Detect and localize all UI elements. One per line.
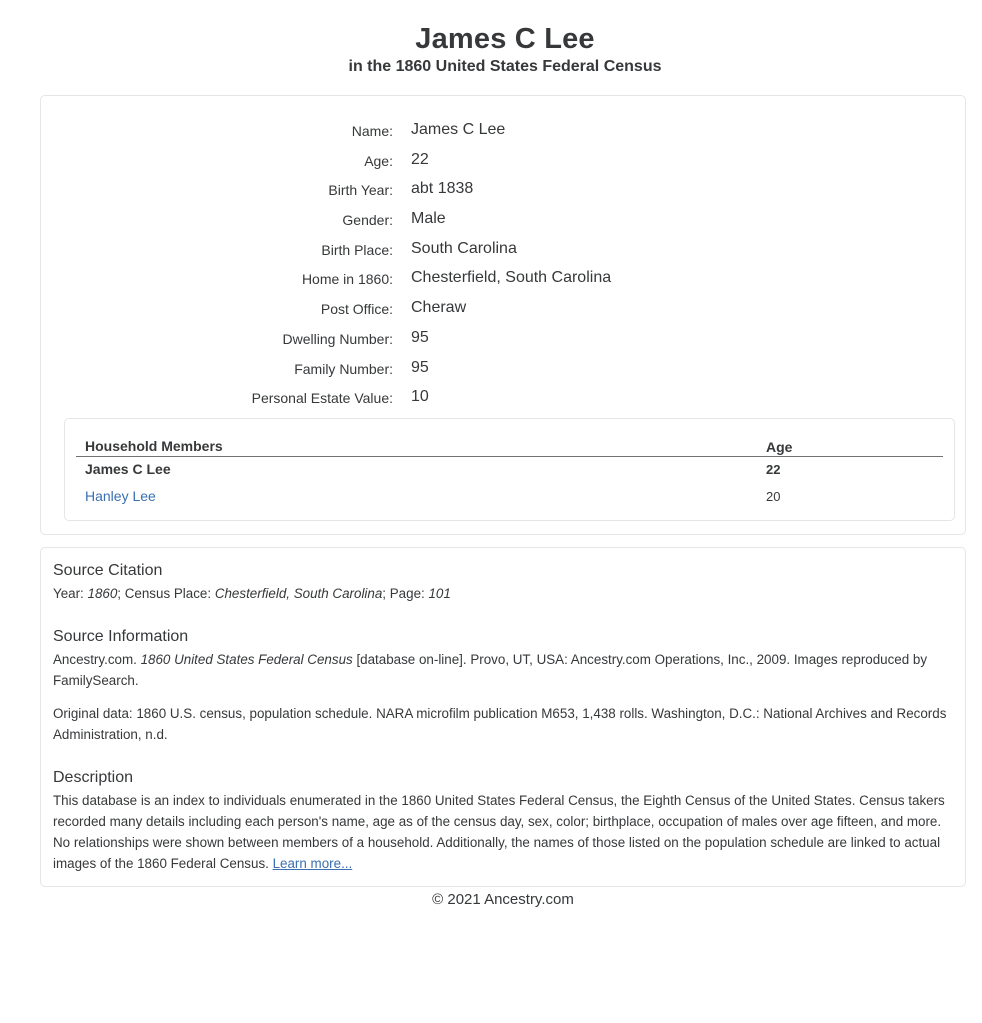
household-member-name: James C Lee — [85, 461, 171, 477]
field-label: Family Number: — [294, 360, 393, 377]
field-label: Age: — [364, 152, 393, 169]
table-row — [85, 459, 943, 481]
learn-more-link[interactable]: Learn more... — [272, 856, 353, 871]
field-value: South Carolina — [411, 239, 517, 257]
field-value: Male — [411, 210, 446, 228]
original-data-text: Original data: 1860 U.S. census, population schedule. NARA microfilm publication M653, 1,438 rolls. Washington, D.C.: National Archives and Records Administration, n.d. — [53, 706, 947, 742]
field-label: Birth Place: — [321, 241, 393, 258]
field-label: Name: — [351, 123, 393, 139]
field-value: Cheraw — [411, 299, 467, 317]
description-section — [53, 768, 953, 874]
footer-copyright: © 2021 Ancestry.com — [432, 891, 574, 908]
source-citation-heading: Source Citation — [53, 562, 163, 579]
field-row-birth-year — [41, 177, 965, 207]
field-row-post-office — [41, 296, 965, 326]
citation-year: 1860 — [87, 586, 118, 601]
source-information-section — [53, 627, 953, 745]
household-table-header — [76, 437, 943, 457]
field-row-family-number — [41, 356, 965, 386]
source-card — [40, 547, 966, 887]
description-heading: Description — [53, 769, 134, 786]
page-subtitle: in the 1860 United States Federal Census — [348, 58, 662, 75]
description-body: This database is an index to individuals enumerated in the 1860 United States Federal Census, the Eighth Census of the United States. Census takers recorded many details including each person's name, age as of the census day, sex, color; birthplace, occupation of males over age fifteen, and more. No relationships were shown between members of a household. Additionally, the names of those listed on the population schedule are linked to actual images of the 1860 Federal Census. — [53, 793, 945, 871]
source-information-heading: Source Information — [53, 628, 189, 645]
field-row-personal-estate — [41, 385, 965, 415]
source-info-suffix: [database on-line]. Provo, UT, USA: Ancestry.com Operations, Inc., 2009. Images reproduced by FamilySearch. — [53, 652, 928, 688]
household-member-age: 20 — [766, 489, 781, 504]
household-members-table — [64, 418, 955, 521]
record-fields — [41, 118, 965, 415]
citation-page-label: ; Page: — [382, 586, 429, 601]
source-citation-section — [53, 561, 953, 604]
household-col-name: Household Members — [85, 438, 223, 454]
field-value: 22 — [411, 150, 429, 168]
record-card — [40, 95, 966, 535]
field-row-dwelling-number — [41, 326, 965, 356]
field-value: James C Lee — [411, 121, 506, 138]
field-label: Gender: — [342, 212, 393, 229]
field-value: abt 1838 — [411, 180, 474, 198]
field-row-home — [41, 266, 965, 296]
field-row-age — [41, 148, 965, 178]
source-information-text — [53, 649, 953, 691]
description-text — [53, 790, 953, 874]
field-value: 95 — [411, 328, 429, 346]
citation-place-label: ; Census Place: — [117, 586, 215, 601]
field-row-name — [41, 118, 965, 148]
field-row-birth-place — [41, 237, 965, 267]
field-row-gender — [41, 207, 965, 237]
field-value: Chesterfield, South Carolina — [411, 269, 612, 287]
field-label: Birth Year: — [328, 182, 393, 199]
field-label: Home in 1860: — [301, 271, 393, 288]
source-citation-text — [53, 583, 953, 604]
household-col-age: Age — [766, 439, 793, 455]
field-value: 10 — [411, 388, 429, 406]
source-info-prefix: Ancestry.com. — [53, 652, 141, 667]
citation-page: 101 — [428, 586, 451, 601]
page-title: James C Lee — [415, 23, 595, 55]
page-header — [0, 22, 982, 77]
source-info-title: 1860 United States Federal Census — [140, 652, 353, 667]
household-member-link[interactable]: Hanley Lee — [85, 488, 156, 504]
field-label: Dwelling Number: — [282, 330, 393, 347]
citation-year-label: Year: — [53, 586, 88, 601]
citation-place: Chesterfield, South Carolina — [214, 586, 383, 601]
field-value: 95 — [411, 358, 429, 376]
field-label: Personal Estate Value: — [251, 390, 393, 407]
field-label: Post Office: — [320, 301, 393, 318]
table-row — [85, 486, 943, 508]
household-member-age: 22 — [766, 462, 781, 477]
